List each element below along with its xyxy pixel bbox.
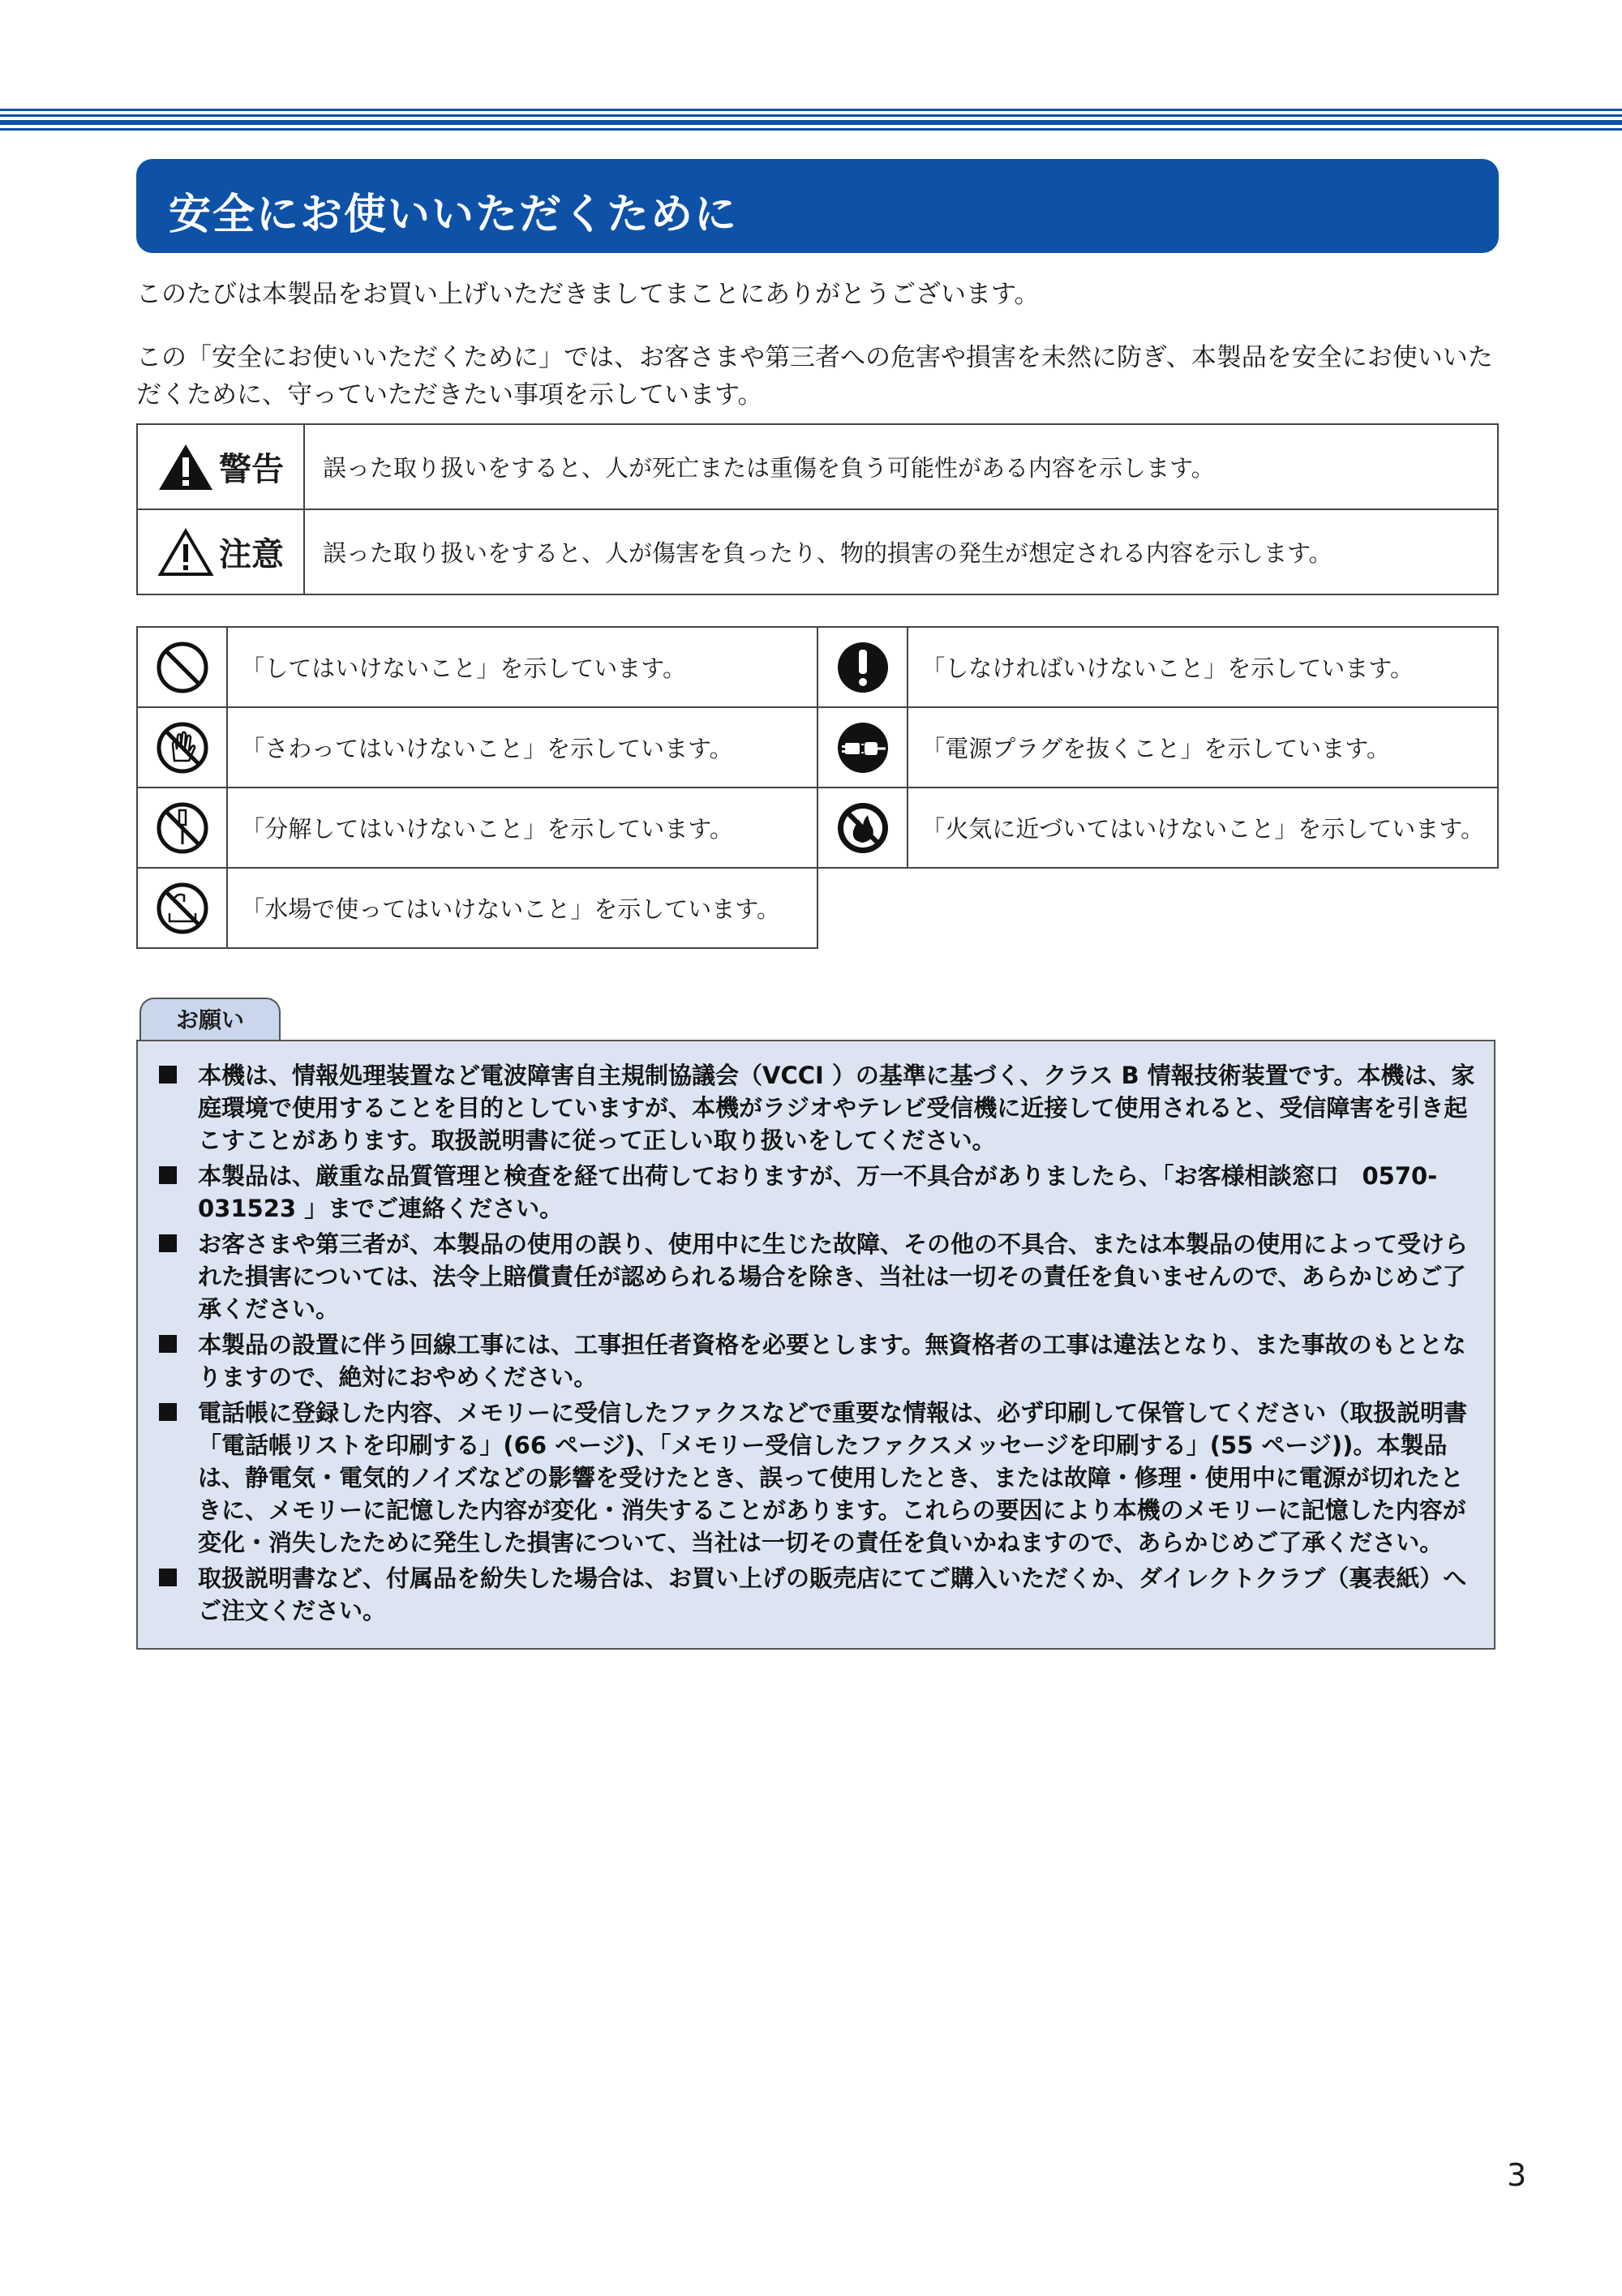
header-rules [0, 109, 1622, 131]
pictogram-text-no-water: 「水場で使ってはいけないこと」を示しています。 [227, 868, 817, 948]
intro-paragraph-1: このたびは本製品をお買い上げいただきましてまことにありがとうございます。 [136, 280, 1040, 309]
square-bullet-icon [159, 1335, 177, 1353]
notice-box [136, 1040, 1495, 1650]
prohibition-icon [155, 640, 210, 695]
no-touch-icon [155, 720, 210, 775]
pictogram-text-no-disassembly: 「分解してはいけないこと」を示しています。 [227, 788, 817, 868]
notice-item: 取扱説明書など、付属品を紛失した場合は、お買い上げの販売店にてご購入いただくか、ダイレクトクラブ（裏表紙）へご注文ください。 [156, 1562, 1476, 1627]
no-water-icon [155, 881, 210, 936]
no-disassembly-icon [155, 800, 210, 856]
page-title: 安全にお使いいただくために [169, 191, 739, 239]
pictogram-text-no-touch: 「さわってはいけないこと」を示しています。 [227, 707, 817, 788]
notice-item: 本機は、情報処理装置など電波障害自主規制協議会（VCCI ）の基準に基づく、クラス B 情報技術装置です。本機は、家庭環境で使用することを目的としていますが、本機がラジオやテレビ受信機に近接して使用されると、受信障害を引き起こすことがあります。取扱説明書に従って正しい取り扱いをしてください。 [156, 1059, 1476, 1157]
notice-item: 電話帳に登録した内容、メモリーに受信したファクスなどで重要な情報は、必ず印刷して保管してください（取扱説明書「電話帳リストを印刷する」(66 ページ)、「メモリー受信したファクスメッセージを印刷する」(55 ページ))。本製品は、静電気・電気的ノイズなどの影響を受けたとき、誤って使用したとき、または故障・修理・使用中に電源が切れたときに、メモリーに記憶した内容が変化・消失することがあります。これらの要因により本機のメモリーに記憶した内容が変化・消失したために発生した損害について、当社は一切その責任を負いかねますので、あらかじめご了承ください。 [156, 1397, 1476, 1559]
pictogram-text-unplug: 「電源プラグを抜くこと」を示しています。 [908, 707, 1498, 788]
notice-tab: お願い [139, 998, 281, 1041]
pictogram-row [137, 868, 1498, 948]
square-bullet-icon [159, 1569, 177, 1586]
level-desc-warning: 誤った取り扱いをすると、人が死亡または重傷を負う可能性がある内容を示します。 [304, 424, 1498, 509]
caution-outline-triangle-icon [157, 528, 214, 577]
warning-filled-triangle-icon [157, 443, 214, 491]
title-bar [136, 159, 1499, 253]
square-bullet-icon [159, 1403, 177, 1421]
mandatory-exclamation-icon [835, 640, 890, 695]
pictogram-table [136, 626, 1499, 949]
square-bullet-icon [159, 1066, 177, 1084]
page-number: 3 [1507, 2157, 1527, 2193]
square-bullet-icon [159, 1166, 177, 1184]
level-desc-caution: 誤った取り扱いをすると、人が傷害を負ったり、物的損害の発生が想定される内容を示します。 [304, 509, 1498, 594]
pictogram-text-prohibition: 「してはいけないこと」を示しています。 [227, 627, 817, 707]
notice-item: 本製品の設置に伴う回線工事には、工事担任者資格を必要とします。無資格者の工事は違法となり、また事故のもととなりますので、絶対におやめください。 [156, 1328, 1476, 1393]
no-fire-icon [835, 800, 890, 856]
level-row-caution [137, 509, 1498, 594]
notice-item: お客さまや第三者が、本製品の使用の誤り、使用中に生じた故障、その他の不具合、または本製品の使用によって受けられた損害については、法令上賠償責任が認められる場合を除き、当社は一切その責任を負いませんので、あらかじめご了承ください。 [156, 1228, 1476, 1325]
hazard-level-table [136, 423, 1499, 595]
unplug-icon [835, 720, 890, 775]
pictogram-text-no-fire: 「火気に近づいてはいけないこと」を示しています。 [908, 788, 1498, 868]
pictogram-row [137, 788, 1498, 868]
pictogram-row [137, 627, 1498, 707]
pictogram-row [137, 707, 1498, 788]
square-bullet-icon [159, 1234, 177, 1252]
notice-item: 本製品は、厳重な品質管理と検査を経て出荷しておりますが、万一不具合がありましたら、「お客様相談窓口 0570-031523 」までご連絡ください。 [156, 1160, 1476, 1225]
level-row-warning [137, 424, 1498, 509]
notice-list [156, 1059, 1476, 1627]
intro-paragraph-2: この「安全にお使いいただくために」では、お客さまや第三者への危害や損害を未然に防ぎ、本製品を安全にお使いいただくために、守っていただきたい事項を示しています。 [136, 343, 1493, 410]
pictogram-text-mandatory: 「しなければいけないこと」を示しています。 [908, 627, 1498, 707]
level-word-caution: 注意 [219, 536, 284, 573]
level-word-warning: 警告 [219, 451, 284, 488]
